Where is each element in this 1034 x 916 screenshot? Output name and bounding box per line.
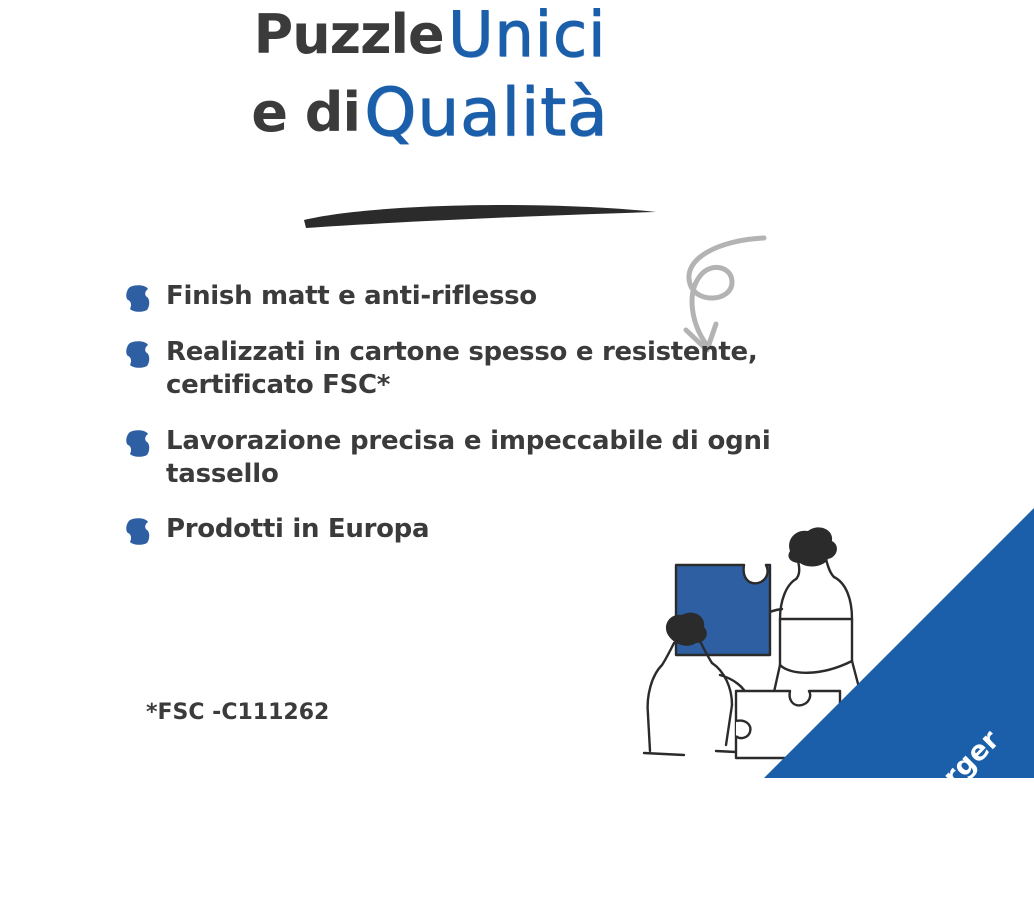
brand-corner bbox=[764, 508, 1024, 901]
brand-name: Ravensburger bbox=[829, 724, 1006, 901]
list-item-label: Realizzati in cartone spesso e resistente, certificato FSC* bbox=[166, 337, 758, 401]
page-title bbox=[0, 0, 860, 151]
list-item-label: Finish matt e anti-riflesso bbox=[166, 281, 537, 311]
headline-dark-1: Puzzle bbox=[253, 3, 444, 66]
list-item-label: Prodotti in Europa bbox=[166, 514, 430, 545]
list-item bbox=[126, 336, 826, 403]
headline-blue-1: Unici bbox=[448, 0, 607, 71]
puzzle-piece-icon bbox=[126, 429, 152, 459]
list-item-label: Lavorazione precisa e impeccabile di ogni tassello bbox=[166, 425, 771, 489]
puzzle-piece-icon bbox=[126, 517, 152, 547]
list-item bbox=[126, 280, 826, 314]
list-item bbox=[126, 425, 826, 492]
headline-dark-2: e di bbox=[251, 81, 360, 144]
puzzle-piece-icon bbox=[126, 284, 152, 314]
puzzle-piece-icon bbox=[126, 340, 152, 370]
headline-line-1 bbox=[0, 0, 860, 71]
brush-underline-icon bbox=[300, 198, 660, 232]
footnote-text: *FSC -C111262 bbox=[146, 700, 330, 725]
headline-blue-2: Qualità bbox=[364, 74, 609, 151]
headline-line-2 bbox=[0, 74, 860, 151]
